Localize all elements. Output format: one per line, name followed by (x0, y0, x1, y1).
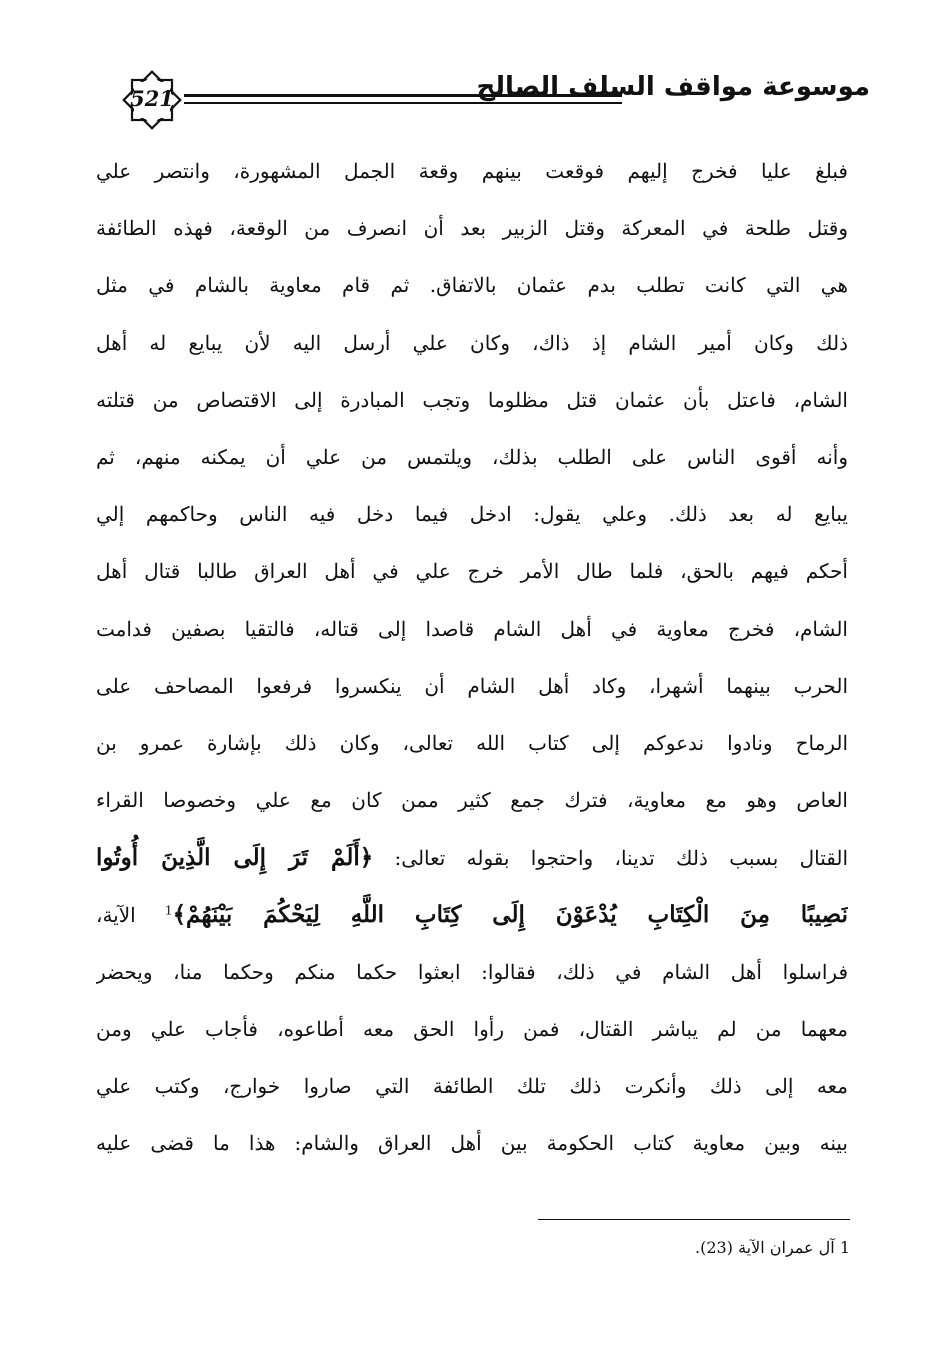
text-line: فراسلوا أهل الشام في ذلك، فقالوا: ابعثوا حكما منكم وحكما منا، ويحضر (96, 959, 848, 984)
page-number-badge (118, 66, 186, 134)
text-line: يبايع له بعد ذلك. وعلي يقول: ادخل فيما دخل فيه الناس وحاكمهم إلي (96, 502, 848, 527)
text-line: هي التي كانت تطلب بدم عثمان بالاتفاق. ثم قام معاوية بالشام في مثل (96, 273, 848, 298)
footnote-reference[interactable]: 1 (164, 903, 173, 918)
text-line-with-verse (96, 829, 848, 886)
quran-verse-end: نَصِيبًا مِنَ الْكِتَابِ يُدْعَوْنَ إِلَى كِتَابِ اللَّهِ لِيَحْكُمَ بَيْنَهُمْ﴾ (172, 901, 848, 929)
text-line-with-verse (96, 886, 848, 943)
footnote-separator (538, 1219, 850, 1220)
text-line: بينه وبين معاوية كتاب الحكومة بين أهل العراق والشام: هذا ما قضى عليه (96, 1131, 848, 1156)
text-line: العاص وهو مع معاوية، فترك جمع كثير ممن كان مع علي وخصوصا القراء (96, 788, 848, 813)
text-line: الشام، فاعتل بأن عثمان قتل مظلوما وتجب المبادرة إلى الاقتصاص من قتلته (96, 387, 848, 412)
main-text (96, 143, 848, 1172)
line-text: الآية، (96, 903, 136, 928)
text-line: فبلغ عليا فخرج إليهم فوقعت بينهم وقعة الجمل المشهورة، وانتصر علي (96, 159, 848, 183)
text-line: معهما من لم يباشر القتال، فمن رأوا الحق معه أطاعوه، فأجاب علي ومن (96, 1016, 848, 1041)
text-line: معه إلى ذلك وأنكرت ذلك تلك الطائفة التي صاروا خوارج، وكتب علي (96, 1074, 848, 1098)
text-line: ذلك وكان أمير الشام إذ ذاك، وكان علي أرسل اليه لأن يبايع له أهل (96, 330, 848, 355)
text-line: الرماح ونادوا ندعوكم إلى كتاب الله تعالى، وكان ذلك بإشارة عمرو بن (96, 730, 848, 755)
text-line: الشام، فخرج معاوية في أهل الشام قاصدا إلى قتاله، فالتقيا بصفين فدامت (96, 616, 848, 641)
page-header (110, 66, 870, 136)
footnote: 1 آل عمران الآية (23). (695, 1238, 850, 1257)
text-line: الحرب بينهما أشهرا، وكاد أهل الشام أن ينكسروا فرفعوا المصاحف على (96, 673, 848, 698)
line-text: القتال بسبب ذلك تدينا، واحتجوا بقوله تعالى: (394, 846, 848, 871)
text-line: أحكم فيهم بالحق، فلما طال الأمر خرج علي في أهل العراق طالبا قتال أهل (96, 559, 848, 584)
text-line: وقتل طلحة في المعركة وقتل الزبير بعد أن انصرف من الوقعة، فهذه الطائفة (96, 216, 848, 241)
quran-verse-start: ﴿أَلَمْ تَرَ إِلَى الَّذِينَ أُوتُوا (96, 844, 374, 872)
text-line: وأنه أقوى الناس على الطلب بذلك، ويلتمس من علي أن يمكنه منهم، ثم (96, 444, 848, 469)
series-title: موسوعة مواقف السلف الصالح (476, 72, 870, 102)
page-number: 521 (130, 86, 174, 111)
